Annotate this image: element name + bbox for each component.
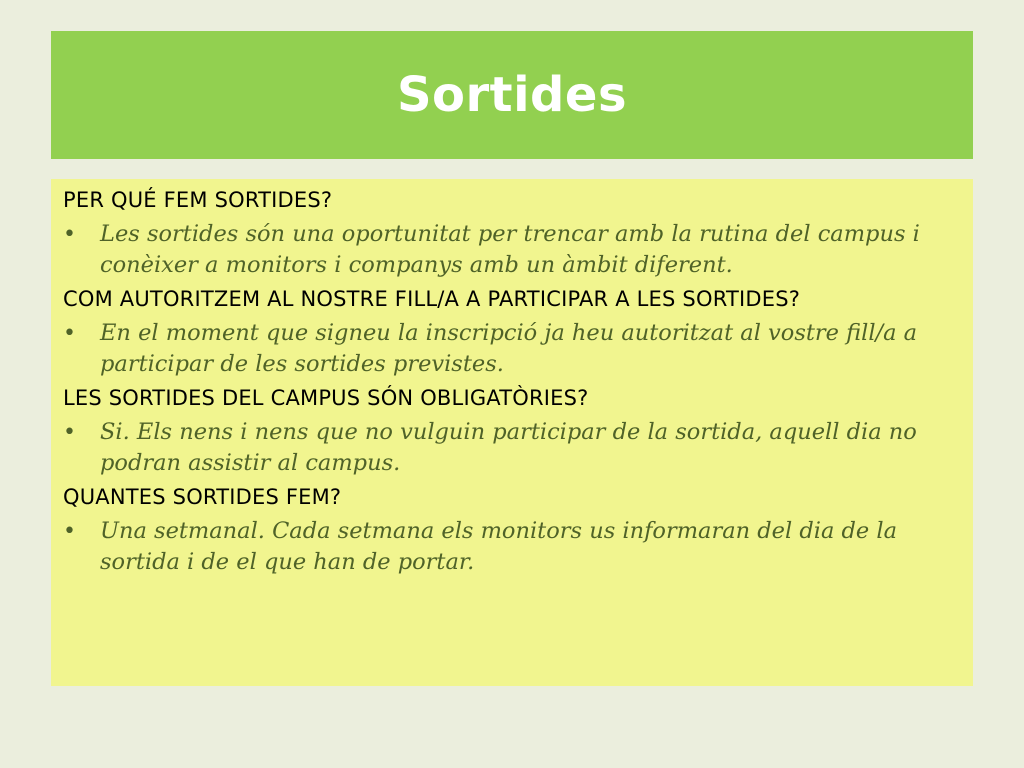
bullet-dot-icon: •: [63, 321, 76, 346]
faq-question: QUANTES SORTIDES FEM?: [63, 485, 342, 509]
faq-section: [63, 284, 959, 380]
faq-section: [63, 185, 959, 281]
faq-answer: Les sortides són una oportunitat per trencar amb la rutina del campus i conèixer a monitors i companys amb un àmbit diferent.: [100, 221, 920, 278]
faq-answer-item: [63, 516, 959, 578]
faq-question: LES SORTIDES DEL CAMPUS SÓN OBLIGATÒRIES?: [63, 386, 589, 410]
bullet-dot-icon: •: [63, 420, 76, 445]
faq-answer: Una setmanal. Cada setmana els monitors us informaran del dia de la sortida i de el que han de portar.: [100, 518, 897, 575]
faq-answer-item: [63, 417, 959, 479]
faq-question: COM AUTORITZEM AL NOSTRE FILL/A A PARTICIPAR A LES SORTIDES?: [63, 287, 801, 311]
faq-section: [63, 383, 959, 479]
faq-answer: Si. Els nens i nens que no vulguin participar de la sortida, aquell dia no podran assistir al campus.: [100, 419, 917, 476]
faq-answer-item: [63, 318, 959, 380]
bullet-dot-icon: •: [63, 222, 76, 247]
faq-question: PER QUÉ FEM SORTIDES?: [63, 188, 333, 212]
faq-answer-item: [63, 219, 959, 281]
slide-title: Sortides: [396, 67, 628, 123]
title-bar: [51, 31, 973, 159]
faq-answer: En el moment que signeu la inscripció ja heu autoritzat al vostre fill/a a participar de les sortides previstes.: [100, 320, 918, 377]
bullet-dot-icon: •: [63, 519, 76, 544]
faq-section: [63, 482, 959, 578]
content-box: [51, 179, 973, 686]
